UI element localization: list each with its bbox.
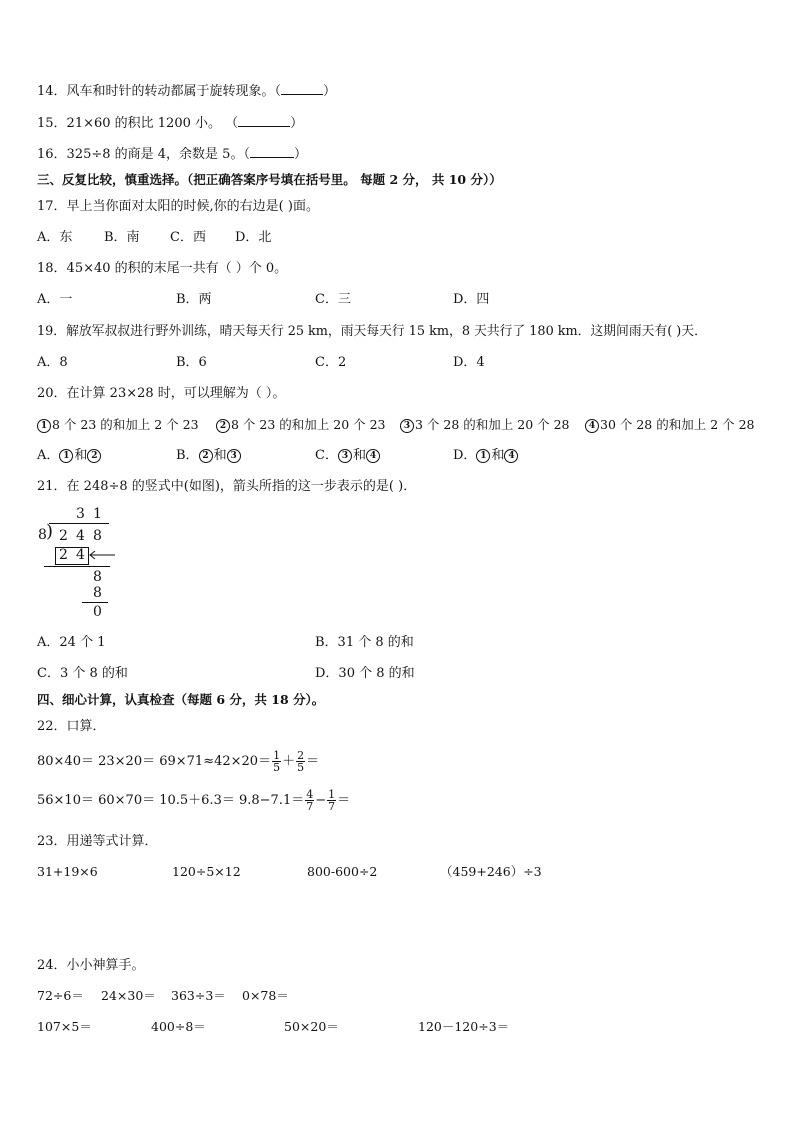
denominator: 5 [297, 761, 305, 774]
fraction [327, 789, 336, 812]
and-word: 和 [74, 448, 88, 463]
bracket: ） [290, 116, 304, 131]
and-word: 和 [352, 448, 366, 463]
division-bracket: ) [46, 521, 54, 542]
answer-blank[interactable] [238, 114, 290, 127]
mental-calc-items: 80×40＝ 23×20＝ 69×71≈42×20＝ [37, 754, 272, 769]
circled-number: 2 [199, 449, 213, 463]
q23-expression: 800-600÷2 [307, 864, 378, 879]
fraction [296, 750, 305, 773]
answer-blank[interactable] [281, 82, 323, 95]
q22-row-1 [37, 747, 319, 777]
dividend-digit: 2 [59, 528, 68, 544]
q24-item: 120－120÷3＝ [418, 1019, 510, 1034]
numerator: 1 [328, 788, 336, 801]
subtraction-line [44, 566, 110, 567]
q20-choice-3 [400, 416, 570, 434]
numerator: 2 [297, 749, 305, 762]
q23-expression: 31+19×6 [37, 864, 98, 879]
numerator: 4 [306, 788, 314, 801]
divisor: 8 [38, 527, 47, 543]
circled-number: 4 [504, 449, 518, 463]
numerator: 1 [273, 749, 281, 762]
question-21-text: 21．在 248÷8 的竖式中(如图)，箭头所指的这一步表示的是( )． [37, 479, 417, 494]
question-24-title: 24．小小神算手。 [37, 958, 145, 973]
circled-number: 3 [400, 419, 414, 433]
circled-number: 3 [338, 449, 352, 463]
division-bar [49, 523, 109, 524]
q18-option-b[interactable]: B．两 [176, 292, 212, 307]
bracket: ） [293, 147, 307, 162]
remainder: 0 [93, 604, 102, 620]
section-3-heading: 三、反复比较，慎重选择。（把正确答案序号填在括号里。 每题 2 分， 共 10 分）） [37, 172, 502, 187]
q22-row-2 [37, 786, 350, 816]
subtraction-line [82, 602, 108, 603]
question-23-title: 23．用递等式计算． [37, 834, 158, 849]
mental-calc-items: 56×10＝ 60×70＝ 10.5＋6.3＝ 9.8−7.1＝ [37, 793, 305, 808]
question-19-text: 19．解放军叔叔进行野外训练，晴天每天行 25 km，雨天每天行 15 km，8 天共行了 180 km．这期间雨天有( )天． [37, 324, 707, 339]
q24-item: 50×20＝ [284, 1019, 339, 1034]
fraction [305, 789, 314, 812]
q19-option-c[interactable]: C．2 [315, 355, 347, 370]
q23-expression: （459+246）÷3 [440, 864, 542, 879]
circled-number: 2 [216, 419, 230, 433]
operator: − [315, 793, 327, 808]
step-digit: 2 [59, 547, 68, 563]
q24-item: 24×30＝ [101, 988, 156, 1003]
choice-text: 30 个 28 的和加上 2 个 28 [600, 417, 755, 432]
operator: ＋ [282, 754, 296, 769]
circled-number: 1 [59, 449, 73, 463]
question-20-text: 20．在计算 23×28 时，可以理解为（ ）。 [37, 386, 286, 401]
q21-option-a[interactable]: A．24 个 1 [37, 635, 106, 650]
q24-item: 0×78＝ [242, 988, 289, 1003]
denominator: 7 [328, 800, 336, 813]
circled-number: 3 [227, 449, 241, 463]
quotient-digit: 1 [93, 506, 102, 522]
q19-option-d[interactable]: D．4 [453, 355, 485, 370]
equals: ＝ [337, 793, 351, 808]
circled-number: 2 [87, 449, 101, 463]
dividend-digit: 4 [76, 528, 85, 544]
option-label: A． [37, 448, 60, 463]
q17-option-c[interactable]: C．西 [170, 230, 206, 245]
step-digit: 8 [93, 569, 102, 585]
equals: ＝ [306, 754, 320, 769]
q20-option-b[interactable] [176, 447, 242, 465]
q21-option-d[interactable]: D．30 个 8 的和 [315, 666, 415, 681]
q19-option-b[interactable]: B．6 [176, 355, 207, 370]
step-digit: 8 [93, 585, 102, 601]
q24-item: 363÷3＝ [171, 988, 226, 1003]
question-17-text: 17．早上当你面对太阳的时候,你的右边是( )面。 [37, 199, 319, 214]
option-label: C． [315, 448, 338, 463]
question-14-text: 14．风车和时针的转动都属于旋转现象。（ [37, 84, 282, 99]
and-word: 和 [213, 448, 227, 463]
question-15-text: 15．21×60 的积比 1200 小。 （ [37, 116, 239, 131]
bracket: ） [323, 84, 337, 99]
question-18-text: 18．45×40 的积的末尾一共有（ ）个 0。 [37, 261, 288, 276]
circled-number: 4 [585, 419, 599, 433]
long-division-figure [0, 0, 140, 630]
q20-option-c[interactable] [315, 447, 381, 465]
q18-option-a[interactable]: A．一 [37, 292, 73, 307]
q24-item: 107×5＝ [37, 1019, 92, 1034]
q20-choice-4 [585, 416, 755, 434]
q18-option-d[interactable]: D．四 [453, 292, 490, 307]
arrow-left-icon [88, 549, 116, 561]
q17-option-b[interactable]: B．南 [104, 230, 140, 245]
option-label: D． [453, 448, 477, 463]
choice-text: 8 个 23 的和加上 20 个 23 [231, 417, 386, 432]
q21-option-c[interactable]: C．3 个 8 的和 [37, 666, 128, 681]
q20-option-d[interactable] [453, 447, 519, 465]
q21-option-b[interactable]: B．31 个 8 的和 [315, 635, 414, 650]
q23-expression: 120÷5×12 [172, 864, 241, 879]
circled-number: 1 [37, 419, 51, 433]
denominator: 5 [273, 761, 281, 774]
q18-option-c[interactable]: C．三 [315, 292, 351, 307]
q19-option-a[interactable]: A．8 [37, 355, 68, 370]
question-22-title: 22．口算． [37, 719, 106, 734]
q17-option-a[interactable]: A．东 [37, 230, 73, 245]
q24-item: 72÷6＝ [37, 988, 84, 1003]
q24-item: 400÷8＝ [151, 1019, 206, 1034]
section-4-heading: 四、细心计算，认真检查（每题 6 分，共 18 分）。 [37, 692, 325, 707]
choice-text: 8 个 23 的和加上 2 个 23 [52, 417, 199, 432]
q17-option-d[interactable]: D．北 [235, 230, 272, 245]
choice-text: 3 个 28 的和加上 20 个 28 [415, 417, 570, 432]
circled-number: 4 [366, 449, 380, 463]
option-label: B． [176, 448, 199, 463]
question-16-text: 16．325÷8 的商是 4，余数是 5。（ [37, 147, 250, 162]
denominator: 7 [306, 800, 314, 813]
answer-blank[interactable] [250, 145, 294, 158]
quotient-digit: 3 [76, 506, 85, 522]
dividend-digit: 8 [93, 528, 102, 544]
circled-number: 1 [476, 449, 490, 463]
and-word: 和 [491, 448, 505, 463]
fraction [272, 750, 281, 773]
q20-choice-2 [216, 416, 386, 434]
step-digit: 4 [76, 547, 85, 563]
